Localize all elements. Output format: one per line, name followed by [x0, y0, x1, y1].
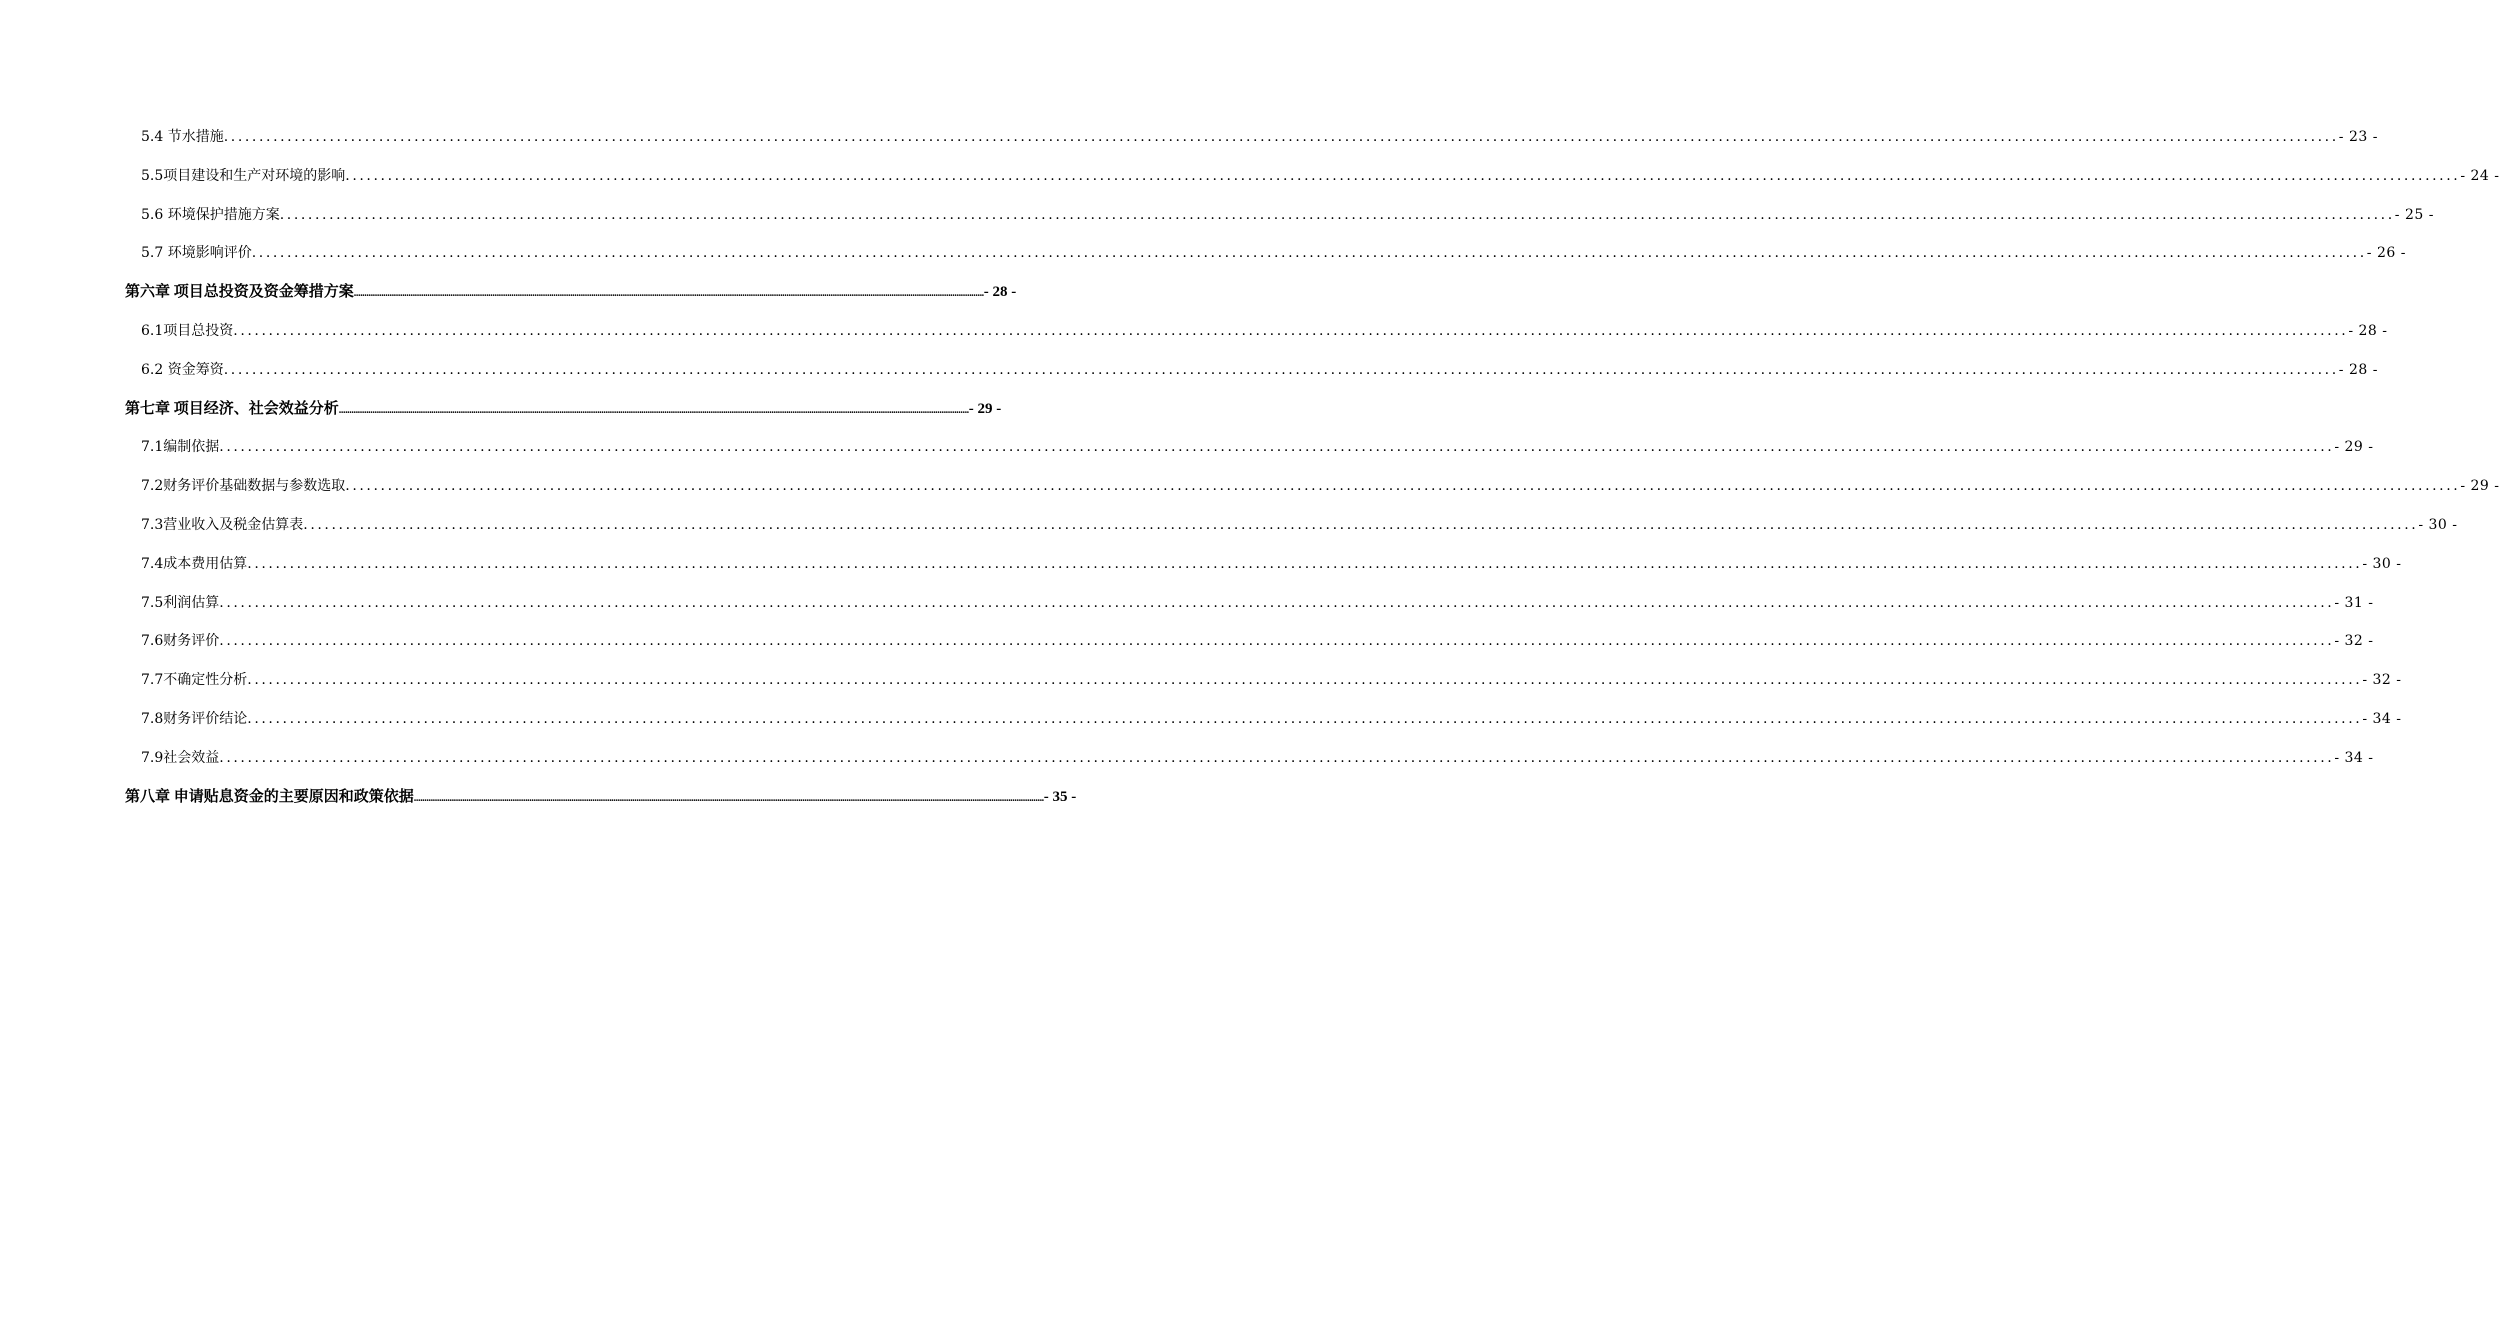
dot-leader: ............................................................................................................................................................................................................................................................................................................: [345, 167, 2461, 184]
table-of-contents: [0, 118, 2500, 816]
toc-chapter-7[interactable]: [125, 390, 1002, 429]
toc-entry-label: 6.1项目总投资: [141, 322, 234, 339]
toc-page-number: - 34 -: [2334, 749, 2374, 766]
toc-entry-5-6[interactable]: [141, 196, 2434, 235]
toc-page-number: - 25 -: [2394, 206, 2434, 223]
dot-leader: ............................................................................................................................................................................................................................................................................................................: [303, 516, 2419, 533]
toc-page-number: - 32 -: [2334, 633, 2374, 650]
toc-entry-label: 7.5利润估算: [141, 594, 220, 611]
dot-leader: ............................................................................................................................................................................................................................................................................................................: [247, 710, 2363, 727]
toc-entry-label: 7.7不确定性分析: [141, 672, 248, 689]
dot-leader: ............................................................................................................................................................................................................................................................................................................: [219, 439, 2335, 456]
dot-leader: ............................................................................................................................................................................................................................................................................................................: [219, 749, 2335, 766]
dot-leader: ............................................................................................................................................................................................................................................................................................................: [223, 361, 2339, 378]
toc-page-number: - 28 -: [983, 284, 1017, 301]
toc-entry-label: 7.2财务评价基础数据与参数选取: [141, 478, 346, 495]
toc-entry-5-4[interactable]: [141, 118, 2378, 157]
toc-entry-label: 7.8财务评价结论: [141, 710, 248, 727]
toc-entry-7-8[interactable]: [141, 700, 2402, 739]
dot-leader: ............................................................................................................................................................................................................................................................................................................: [353, 288, 984, 300]
toc-page-number: - 31 -: [2334, 594, 2374, 611]
dot-leader: ............................................................................................................................................................................................................................................................................................................: [219, 633, 2335, 650]
toc-chapter-8[interactable]: [125, 778, 1077, 817]
toc-page-number: - 26 -: [2366, 245, 2406, 262]
toc-chapter-label: 第六章 项目总投资及资金筹措方案: [125, 284, 354, 301]
toc-page-number: - 30 -: [2362, 555, 2402, 572]
toc-page-number: - 29 -: [2334, 439, 2374, 456]
toc-page-number: - 24 -: [2460, 167, 2500, 184]
toc-entry-label: 5.4 节水措施: [141, 129, 224, 145]
toc-page-number: - 34 -: [2362, 710, 2402, 727]
toc-page-number: - 29 -: [2460, 478, 2500, 495]
toc-entry-7-5[interactable]: [141, 584, 2374, 623]
toc-entry-7-4[interactable]: [141, 545, 2402, 584]
toc-page-number: - 28 -: [2338, 361, 2378, 378]
toc-entry-7-3[interactable]: [141, 506, 2458, 545]
toc-entry-label: 5.5项目建设和生产对环境的影响: [141, 167, 346, 184]
toc-page-number: - 32 -: [2362, 672, 2402, 689]
dot-leader: ............................................................................................................................................................................................................................................................................................................: [279, 206, 2395, 223]
toc-entry-5-7[interactable]: [141, 234, 2406, 273]
toc-entry-label: 5.6 环境保护措施方案: [141, 206, 280, 223]
dot-leader: ............................................................................................................................................................................................................................................................................................................: [413, 792, 1044, 804]
toc-entry-label: 7.6财务评价: [141, 633, 220, 650]
toc-page-number: - 30 -: [2418, 516, 2458, 533]
dot-leader: ............................................................................................................................................................................................................................................................................................................: [247, 672, 2363, 689]
toc-entry-6-1[interactable]: [141, 312, 2388, 351]
toc-entry-7-2[interactable]: [141, 467, 2500, 506]
dot-leader: ............................................................................................................................................................................................................................................................................................................: [251, 245, 2367, 262]
dot-leader: ............................................................................................................................................................................................................................................................................................................: [247, 555, 2363, 572]
toc-entry-label: 7.1编制依据: [141, 439, 220, 456]
toc-entry-label: 7.9社会效益: [141, 749, 220, 766]
toc-entry-7-7[interactable]: [141, 661, 2402, 700]
toc-entry-6-2[interactable]: [141, 351, 2378, 390]
toc-chapter-6[interactable]: [125, 273, 1017, 312]
dot-leader: ............................................................................................................................................................................................................................................................................................................: [219, 594, 2335, 611]
dot-leader: ............................................................................................................................................................................................................................................................................................................: [345, 478, 2461, 495]
toc-entry-label: 6.2 资金筹资: [141, 361, 224, 378]
dot-leader: ............................................................................................................................................................................................................................................................................................................: [233, 322, 2349, 339]
toc-page-number: - 23 -: [2338, 129, 2378, 145]
toc-entry-label: 7.4成本费用估算: [141, 555, 248, 572]
toc-entry-label: 5.7 环境影响评价: [141, 245, 252, 262]
toc-chapter-label: 第八章 申请贴息资金的主要原因和政策依据: [125, 788, 414, 805]
toc-entry-7-9[interactable]: [141, 739, 2374, 778]
toc-page-number: - 35 -: [1043, 788, 1077, 805]
toc-page-number: - 29 -: [968, 400, 1002, 417]
toc-entry-7-1[interactable]: [141, 428, 2374, 467]
toc-page-number: - 28 -: [2348, 322, 2388, 339]
toc-entry-label: 7.3营业收入及税金估算表: [141, 516, 304, 533]
dot-leader: ............................................................................................................................................................................................................................................................................................................: [223, 129, 2339, 145]
toc-chapter-label: 第七章 项目经济、社会效益分析: [125, 400, 339, 417]
dot-leader: ............................................................................................................................................................................................................................................................................................................: [338, 404, 969, 416]
toc-entry-7-6[interactable]: [141, 622, 2374, 661]
toc-entry-5-5[interactable]: [141, 157, 2500, 196]
